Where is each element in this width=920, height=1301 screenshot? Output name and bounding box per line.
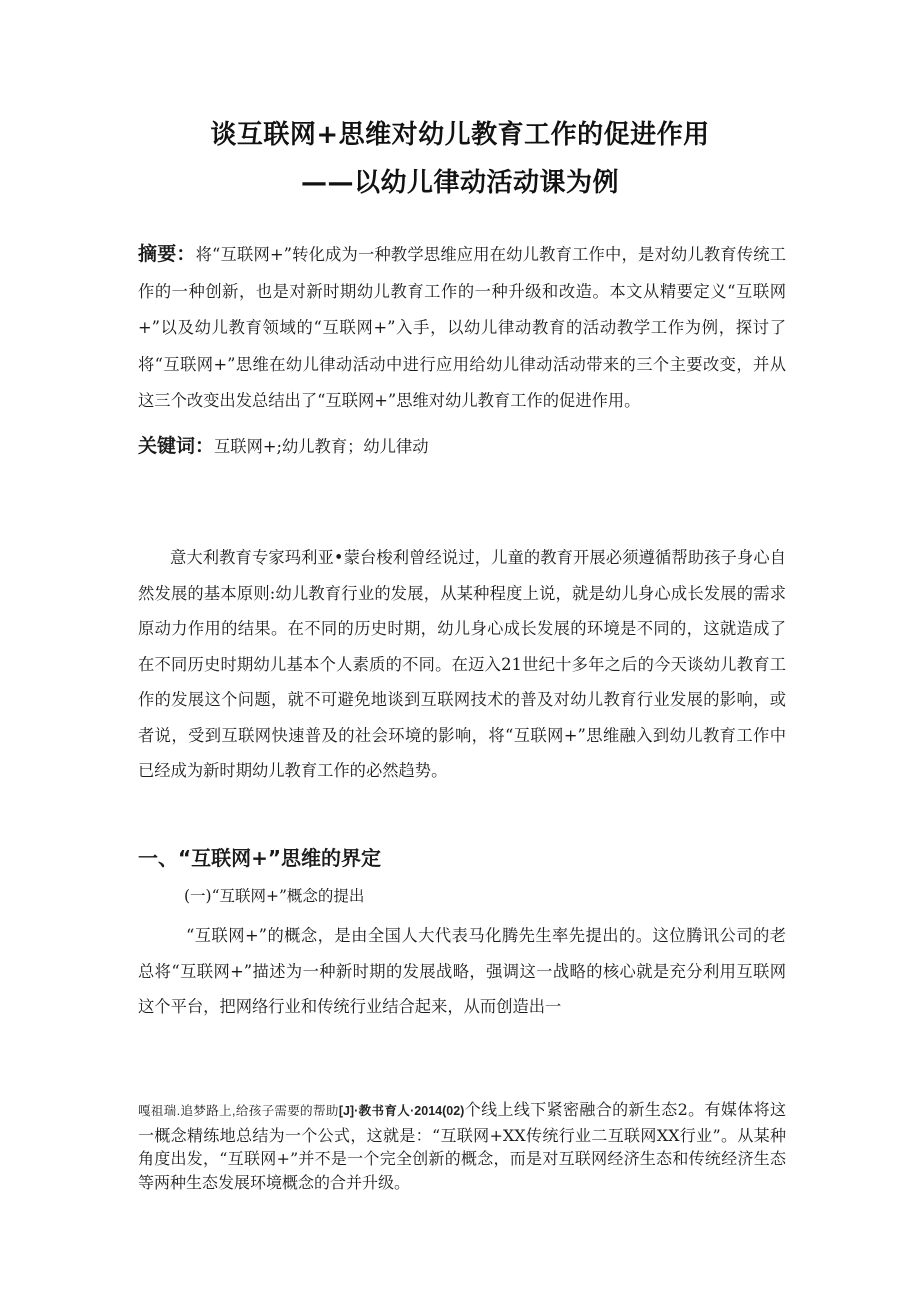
document-title: 谈互联网+思维对幼儿教育工作的促进作用	[210, 120, 710, 150]
body-paragraph: “互联网+”的概念，是由全国人大代表马化腾先生率先提出的。这位腾讯公司的老总将“互联网+”描述为一种新时期的发展战略，强调这一战略的核心就是充分利用互联网这个平台，把网络行业和传统行业结合起来，从而创造出一	[138, 926, 786, 1016]
continuation-text: 个线上线下紧密融合的新生态2。有媒体将这一概念精练地总结为一个公式，这就是：“互联网+XX传统行业二互联网XX行业”。从某种角度出发，“互联网+”并不是一个完全创新的概念，而是对互联网经济生态和传统经济生态等两种生态发展环境概念的合并升级。	[138, 1100, 786, 1192]
footnote-journal: [J]·教书育人·2014(02)	[338, 1104, 465, 1118]
document-subtitle: ——以幼儿律动活动课为例	[300, 168, 619, 198]
footnote-reference	[138, 1104, 464, 1118]
keywords-text: 互联网+;幼儿教育；幼儿律动	[214, 437, 429, 456]
intro-paragraph: 意大利教育专家玛利亚•蒙台梭利曾经说过，儿童的教育开展必须遵循帮助孩子身心自然发展的基本原则:幼儿教育行业的发展，从某种程度上说，就是幼儿身心成长发展的需求原动力作用的结果。在不同的历史时期，幼儿身心成长发展的环境是不同的，这就造成了在不同历史时期幼儿基本个人素质的不同。在迈入21世纪十多年之后的今天谈幼儿教育工作的发展这个问题，就不可避免地谈到互联网技术的普及对幼儿教育行业发展的影响，或者说，受到互联网快速普及的社会环境的影响，将“互联网+”思维融入到幼儿教育工作中已经成为新时期幼儿教育工作的必然趋势。	[138, 548, 786, 780]
footnote-continuation-block	[138, 1098, 786, 1194]
abstract-block	[138, 236, 786, 420]
footnote-author-title: 嘎祖瑞.追梦路上,给孩子需要的帮助	[138, 1104, 339, 1118]
subsection-heading: (一)“互联网+”概念的提出	[184, 887, 365, 905]
section-heading: 一、“互联网+”思维的界定	[138, 846, 382, 870]
abstract-text: 将“互联网+”转化成为一种教学思维应用在幼儿教育工作中，是对幼儿教育传统工作的一种创新，也是对新时期幼儿教育工作的一种升级和改造。本文从精要定义“互联网+”以及幼儿教育领域的“互联网+”入手，以幼儿律动教育的活动教学工作为例，探讨了将“互联网+”思维在幼儿律动活动中进行应用给幼儿律动活动带来的三个主要改变，并从这三个改变出发总结出了“互联网+”思维对幼儿教育工作的促进作用。	[138, 245, 786, 410]
keywords-label: 关键词：	[138, 435, 215, 457]
abstract-label: 摘要：	[138, 243, 196, 265]
keywords-block	[138, 428, 786, 465]
